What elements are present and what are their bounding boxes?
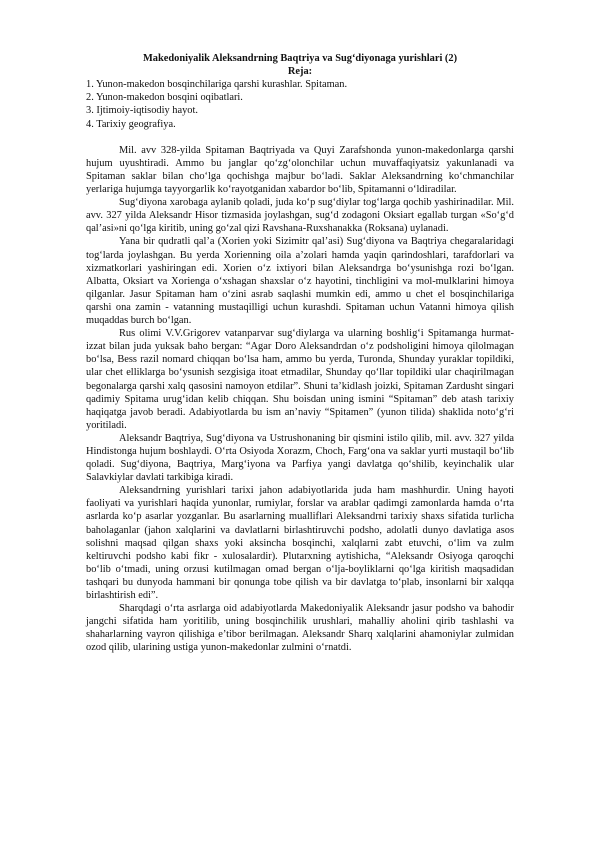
- body-paragraph: Yana bir qudratli qal’a (Xorien yoki Sizimitr qal’asi) Sug‘diyona va Baqtriya chegaralaridagi tog‘larda joylashgan. Bu yerda Xorienning oila a’zolari hamda yaqin qarindoshlari, tarafdorlari va xizmatkorlari yashiringan edi. Xorien o‘z ixtiyori bilan Aleksandrga bo‘ysunishga rozi bo‘lgan. Albatta, Oksiart va Xorienga o‘xshagan shaxslar o‘z hayotini, tinchligini va mol-mulklarini himoya qilganlar. Jasur Spitaman ham o‘zini asrab saqlashi mumkin edi, ammo u chet el bosqinchilariga qarshi ona zamin - vatanning mustaqilligi uchun kurashdi. Spitaman uchun Vatanni himoya qilish muqaddas burch bo‘lgan.: [86, 236, 514, 327]
- body-paragraph: Sharqdagi o‘rta asrlarga oid adabiyotlarda Makedoniyalik Aleksandr jasur podsho va bahodir jangchi sifatida ham yoritilib, uning bosqinchilik urushlari, mahalliy aholini qirib tashlashi va shaharlarning vayron qilishiga e’tibor berilmagan. Aleksandr Sharq xalqlarini ahamoniylar zulmidan ozod qilib, ularining ustiga yunon-makedonlar zulmini o‘rnatdi.: [86, 603, 514, 654]
- document-title: Makedoniyalik Aleksandrning Baqtriya va Sug‘diyonaga yurishlari (2): [142, 53, 458, 64]
- spacer: [86, 131, 514, 144]
- body-paragraph: Aleksandrning yurishlari tarixi jahon adabiyotlarida juda ham mashhurdir. Uning hayoti faoliyati va yurishlari haqida yunonlar, rumiylar, forslar va arablar qadimgi zamonlarda hamda o‘rta asrlarda ko‘p asarlar yozganlar. Bu asarlarning mualliflari Aleksandrni tarixiy shaxs sifatida turlicha baholaganlar (jahon xalqlarini va davlatlarni birlashtiruvchi podsho, adolatli dunyo davlatiga asos solishni maqsad qilgan shaxs yoki aksincha bosqinchi, xalqlarni zabt etuvchi, o‘lim va zulm keltiruvchi podsho kabi fikr - xulosalardir). Plutarxning aytishicha, “Aleksandr Osiyoga qaroqchi bo‘lib o‘tmadi, uning orzusi kutilmagan omad bergan o‘lja-boyliklarni qo‘lga kiritish maqsadidan tashqari bu dunyoda hammani bir qonunga tobe qilish va bir davlatga to‘plab, insonlarni bir xalqqa birlashtirish edi”.: [86, 485, 514, 601]
- body-paragraph: Aleksandr Baqtriya, Sug‘diyona va Ustrushonaning bir qismini istilo qilib, mil. avv. 327 yilda Hindistonga hujum boshlaydi. O‘rta Osiyoda Xorazm, Choch, Farg‘ona va saklar yurti mustaqil bo‘lib qoladi. Sug‘diyona, Baqtriya, Marg‘iyona va Parfiya yangi davlatga qo‘shilib, keyinchalik ular Salavkiylar davlati tarkibiga kiradi.: [86, 432, 514, 484]
- plan-heading: Reja:: [287, 66, 313, 77]
- body-paragraph: Rus olimi V.V.Grigorev vatanparvar sug‘diylarga va ularning boshlig‘i Spitamanga hurmat-izzat bilan juda yuksak baho bergan: “Agar Doro Aleksandrdan o‘z podsholigini himoya qilolmagan bo‘lsa, Bess razil nomard chiqqan bo‘lsa ham, ammo bu yerda, Turonda, Shunday yuraklar topildiki, ular chet elliklarga bo‘ysunish sezgisiga itoat etmadilar, Shunday qo‘llar topildiki ular chaqirilmagan begonalarga qarshi xalq qasosini namoyon etdilar”. Shuni ta’kidlash joizki, Spitaman Zardusht singari qadimiy Spitama urug‘idan kelib chiqqan. Shu boisdan uning ismini “Spitaman” deb atash tarixiy haqiqatga javob beradi. Adabiyotlarda bu ism an’naviy “Spitamen” (yunon tilida) shaklida noto‘g‘ri yoritiladi.: [86, 328, 514, 431]
- body-paragraph: Sug‘diyona xarobaga aylanib qoladi, juda ko‘p sug‘diylar tog‘larga qochib yashirinadilar. Mil. avv. 327 yilda Aleksandr Hisor tizmasida joylashgan, sug‘d zodagoni Oksiart egallab turgan «So‘g‘d qal’asi»ni qo‘lga kiritib, uning go‘zal qizi Ravshana-Ruxshanakka (Roksana) uylanadi.: [86, 197, 514, 235]
- plan-item: 3. Ijtimoiy-iqtisodiy hayot.: [86, 105, 198, 117]
- plan-item: 4. Tarixiy geografiya.: [86, 118, 176, 130]
- plan-list: [86, 78, 514, 131]
- plan-item: 2. Yunon-makedon bosqini oqibatlari.: [86, 92, 243, 104]
- body-paragraph: Mil. avv 328-yilda Spitaman Baqtriyada va Quyi Zarafshonda yunon-makedonlarga qarshi hujum uyushtiradi. Ammo bu janglar qo‘zg‘olonchilar uchun muvaffaqiyatsiz yakunlanadi va Spitaman saklar bilan cho‘lga qochishga majbur bo‘ladi. Saklar Aleksandrning ko‘chmanchilar yerlariga hujumga tayyorgarlik ko‘rayotganidan xabardor bo‘lib, Spitamanni o‘ldiradilar.: [86, 144, 514, 196]
- plan-item: 1. Yunon-makedon bosqinchilariga qarshi kurashlar. Spitaman.: [86, 79, 348, 90]
